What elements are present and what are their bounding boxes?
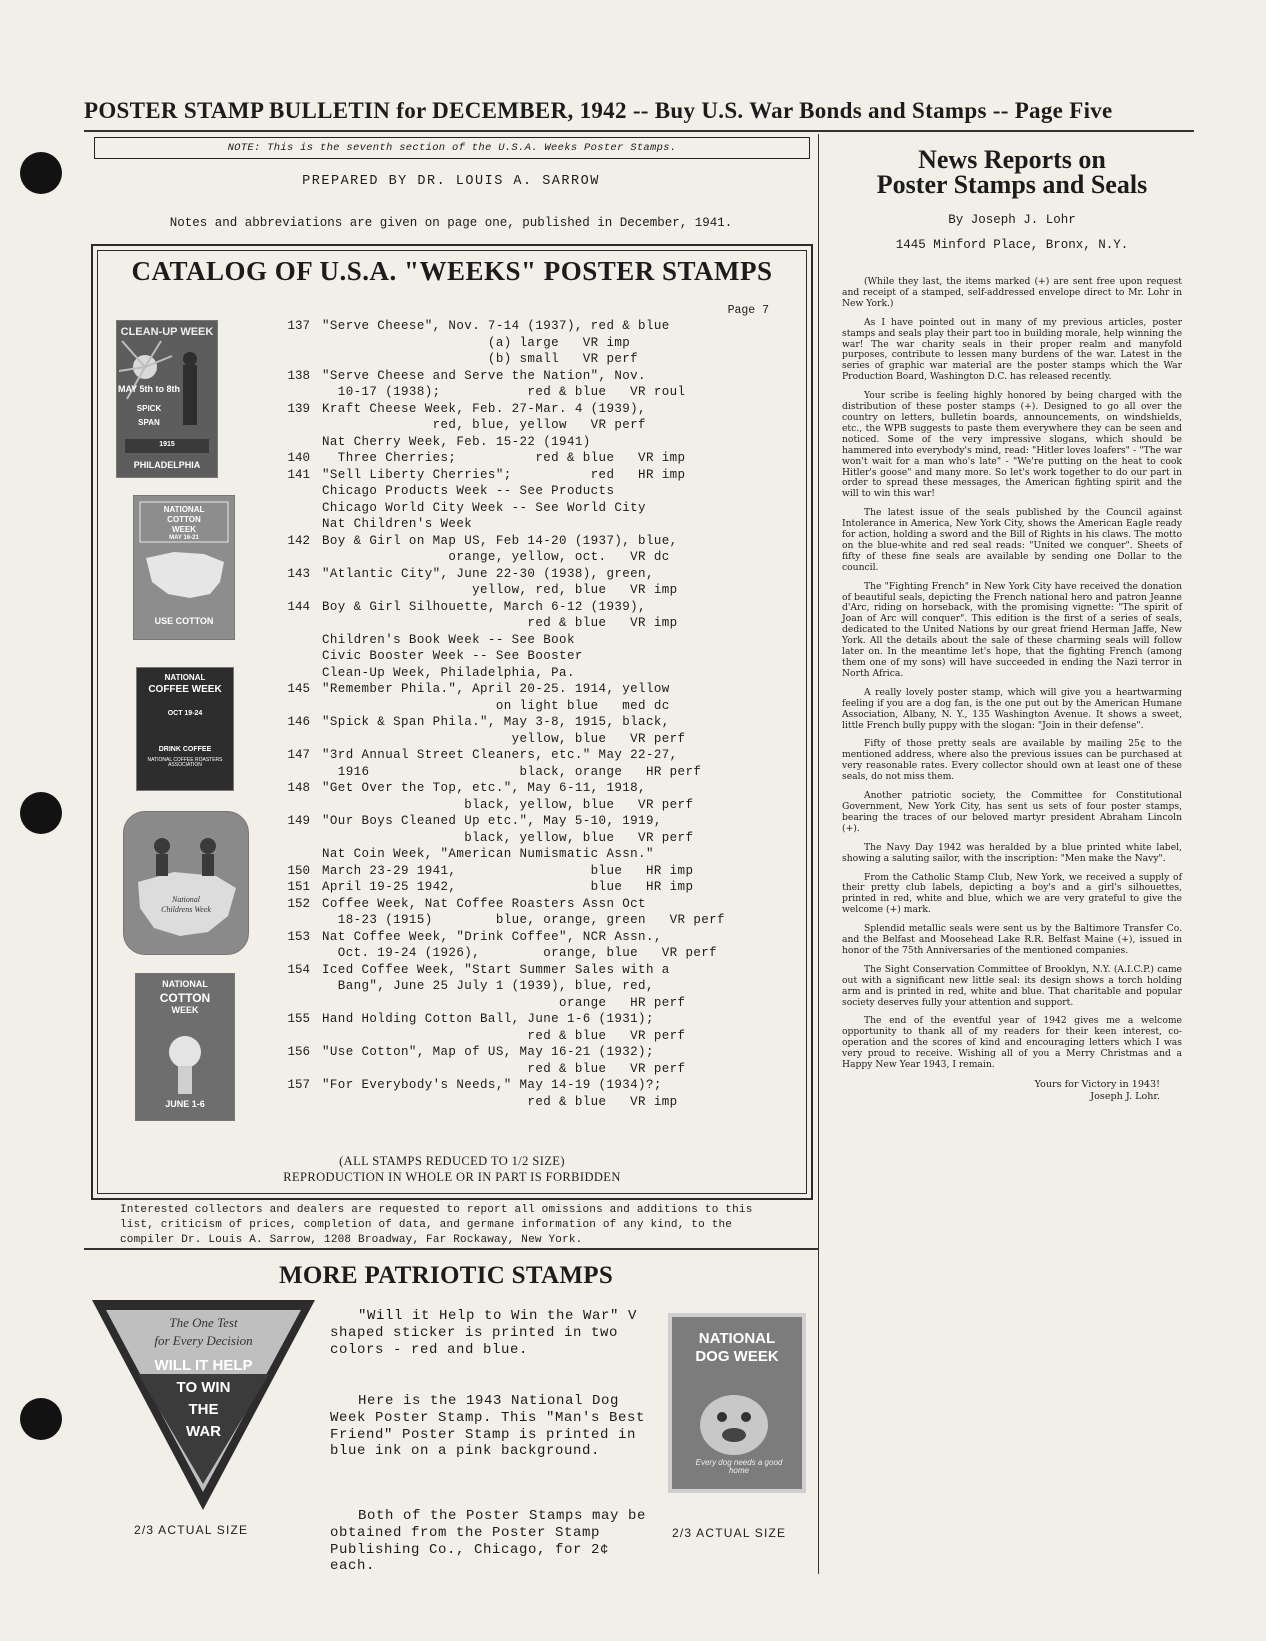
catalog-number: 154 (287, 962, 310, 977)
news-signoff-1: Yours for Victory in 1943! (1034, 1079, 1160, 1090)
catalog-number: 142 (287, 533, 310, 548)
stamp-cotton1-use-cotton: USE COTTON (154, 616, 214, 626)
catalog-number: 141 (287, 467, 310, 482)
header-rule (84, 130, 1194, 132)
stamp-cotton1-dates: MAY 16-21 (169, 535, 199, 541)
catalog-number: 150 (287, 863, 310, 878)
catalog-line: Chicago World City Week -- See World City (322, 500, 646, 515)
dog-week-description: Here is the 1943 National Dog Week Poster Stamp. This "Man's Best Friend" Poster Stamp is printed in blue ink on a pink background. (330, 1393, 646, 1460)
catalog-line: Kraft Cheese Week, Feb. 27-Mar. 4 (1939), (322, 401, 646, 416)
caption-right: 2/3 ACTUAL SIZE (672, 1526, 787, 1540)
v-stamp-one-test: The One Test (169, 1315, 238, 1330)
catalog-page-label: Page 7 (727, 304, 769, 317)
catalog-number: 148 (287, 781, 310, 795)
v-shaped-sticker (92, 1300, 315, 1510)
reduced-size-note: (ALL STAMPS REDUCED TO 1/2 SIZE) (339, 1154, 565, 1168)
catalog-line: Nat Cherry Week, Feb. 15-22 (1941) (322, 434, 591, 449)
catalog-number: 137 (287, 319, 310, 333)
catalog-line: April 19-25 1942, blue HR imp (322, 880, 694, 894)
stamp-clean-up-week (116, 320, 218, 478)
stamp-clean-up-span: SPAN (138, 418, 160, 427)
catalog-number: 139 (287, 401, 310, 416)
news-paragraph: From the Catholic Stamp Club, New York, we received a supply of their pretty club labels, depicting a boy's and a girl's silhouettes, printed in red, white and blue, which we are very grateful to give the welcome (+) mark. (842, 871, 1182, 916)
catalog-line: Bang", June 25 July 1 (1939), blue, red, (322, 979, 654, 993)
news-paragraph: A really lovely poster stamp, which will give you a heartwarming feeling if you are a dog fan, is the one put out by the American Humane Association, Albany, N. Y., 135 Washington Avenue. It shows a sweet, little French bully puppy with the slogan: "Join in their defense". (842, 686, 1182, 731)
dog-week-stamp (668, 1313, 806, 1493)
stamp-cotton2-dates: JUNE 1-6 (165, 1099, 205, 1109)
stamp-clean-up-spick: SPICK (136, 404, 162, 413)
stamp-clean-up-dates: MAY 5th to 8th (117, 384, 180, 394)
v-stamp-will-it-help: WILL IT HELP (154, 1357, 253, 1374)
catalog-line: 1916 black, orange HR perf (322, 764, 702, 779)
news-paragraph: Another patriotic society, the Committee for Constitutional Government, New York City, has sent us sets of four poster stamps, bearing the traces of our beloved martyr president Abraham Lincoln (+). (842, 790, 1182, 834)
news-paragraph: The Sight Conservation Committee of Brooklyn, N.Y. (A.I.C.P.) came out with a significant new little seal: its design shows a torch holding arm and is printed in red, white and blue. That charitable and popular society deserves fully your attention and support. (842, 963, 1182, 1008)
catalog-line: "Atlantic City", June 22-30 (1938), green, (322, 566, 654, 581)
stamp-cotton2-week: WEEK (171, 1005, 199, 1015)
catalog-line: "Serve Cheese", Nov. 7-14 (1937), red & blue (322, 319, 670, 333)
catalog-line: (a) large VR imp (322, 335, 631, 350)
news-column (842, 147, 1182, 1103)
news-paragraph: As I have pointed out in many of my previous articles, poster stamps and seals play their part too in building morale, help winning the war! The war charity seals in their proper realm and manyfold purposes, contribute to lessen many burdens of the war. Latest in the series of graphic war material are the poster stamps which the War Production Board, Washington D.C. has released recently. (842, 316, 1183, 383)
catalog-line: Chicago Products Week -- See Products (322, 484, 615, 498)
stamp-national-childrens-week (123, 811, 249, 955)
dog-stamp-slogan: Every dog needs a good home (695, 1458, 783, 1476)
catalog-line: Boy & Girl on Map US, Feb 14-20 (1937), blue, (322, 533, 678, 548)
catalog-line: "Spick & Span Phila.", May 3-8, 1915, black, (322, 715, 670, 729)
news-paragraph: (While they last, the items marked (+) are sent free upon request and receipt of a stamped, self-addressed envelope direct to Mr. Lohr in New York.) (842, 276, 1182, 309)
punch-hole-bottom (20, 1398, 62, 1440)
catalog-line: March 23-29 1941, blue HR imp (322, 863, 694, 878)
v-stamp-every-decision: for Every Decision (154, 1333, 253, 1348)
news-body (842, 277, 1182, 1071)
catalog-line: 10-17 (1938); red & blue VR roul (322, 385, 686, 399)
section-note: NOTE: This is the seventh section of the U.S.A. Weeks Poster Stamps. (94, 137, 810, 159)
stamp-national-coffee-week (136, 667, 234, 791)
prepared-by: PREPARED BY DR. LOUIS A. SARROW (302, 174, 600, 189)
news-paragraph: The end of the eventful year of 1942 gives me a welcome opportunity to thank all of my readers for their keen interest, co-operation and the scores of kind and encouraging letters which I was very proud to receive. Wishing all of you a Merry Christmas and a Happy New Year 1943, I remain. (842, 1015, 1182, 1071)
news-paragraph: Your scribe is feeling highly honored by being charged with the distribution of these poster stamps (+). Designed to go all over the country on letters, bulletin boards, announcements, on windshields, etc., the WPB suggests to paste them everywhere they can be seen and noticed. Some of the very impressive slogans, which should be hammered into everybody's mind, read: "Hitler loves loafers" - "The war won't wait for a man who's late" - "We're putting on the heat to cook Hitler's goose" and many more. So let's work together to do our part in order to spread these messages, the American fighting spirit and the will to win this war! (842, 390, 1182, 500)
catalog-number: 155 (287, 1012, 310, 1026)
catalog-number: 152 (287, 896, 310, 911)
stamp-children-title: Childrens Week (161, 905, 211, 914)
children-map-icon (124, 812, 248, 954)
catalog-number: 153 (287, 929, 310, 944)
notes-reference: Notes and abbreviations are given on page one, published in December, 1941. (169, 216, 733, 230)
stamp-clean-up-title: CLEAN-UP WEEK (120, 326, 214, 338)
stamp-children-national: National (171, 895, 200, 904)
catalog-line: orange HR perf (322, 995, 686, 1010)
stamp-clean-up-year: 1915 (159, 441, 175, 448)
availability-description: Both of the Poster Stamps may be obtained from the Poster Stamp Publishing Co., Chicago, for 2¢ each. (330, 1508, 647, 1575)
catalog-number: 149 (287, 814, 310, 828)
punch-hole-top (20, 152, 62, 194)
news-address: 1445 Minford Place, Bronx, N.Y. (895, 238, 1129, 252)
catalog-line: Three Cherries; red & blue VR imp (322, 451, 686, 465)
stamp-coffee-title: COFFEE WEEK (148, 684, 222, 695)
catalog-number: 145 (287, 682, 310, 696)
caption-left: 2/3 ACTUAL SIZE (134, 1523, 249, 1537)
news-author: By Joseph J. Lohr (948, 213, 1076, 227)
catalog-line: "3rd Annual Street Cleaners, etc." May 22-27, (322, 748, 678, 762)
catalog-line: 18-23 (1915) blue, orange, green VR perf (322, 913, 725, 927)
stamp-coffee-dates: OCT 19-24 (167, 710, 203, 717)
stamp-cotton1-national: NATIONAL (163, 505, 205, 514)
catalog-line: Boy & Girl Silhouette, March 6-12 (1939), (322, 599, 646, 614)
news-paragraph: The Navy Day 1942 was heralded by a blue printed white label, showing a saluting sailor, with the inscription: "Men make the Navy". (842, 841, 1182, 864)
catalog-line: "Serve Cheese and Serve the Nation", Nov. (322, 368, 646, 383)
catalog-line: "Remember Phila.", April 20-25. 1914, yellow (322, 682, 670, 696)
news-paragraph: Splendid metallic seals were sent us by the Baltimore Transfer Co. and the Belfast and Moosehead Lake R.R. Belfast Maine (+), issued in honor of the 75th Anniversaries of the mentioned companies. (842, 923, 1182, 956)
column-divider (818, 134, 819, 1574)
dog-stamp-dog-week: DOG WEEK (695, 1348, 779, 1365)
more-patriotic-title: MORE PATRIOTIC STAMPS (278, 1262, 614, 1289)
news-paragraph: The latest issue of the seals published by the Council against Intolerance in America, New York City, shows the American Eagle ready for action, holding a sword and the Bill of Rights in his claws. The motto on the blue-white and red seal reads: "United we conquer". Sheets of fifty of these fine seals are available by sending one Dollar to the council. (842, 507, 1182, 573)
dog-stamp-national: NATIONAL (698, 1330, 776, 1347)
news-paragraph: Fifty of those pretty seals are available by mailing 25¢ to the mentioned address, where also the previous issues can be purchased at very reasonable rates. Every collector should own at least one of these seals, do not miss them. (842, 738, 1182, 783)
news-paragraph: The "Fighting French" in New York City have received the donation of beautiful seals, depicting the French national hero and patron Jeanne d'Arc, riding on horseback, with the promising vignette: "The spirit of Joan of Arc will conquer". This edition is the first of a series of seals, dedicated to the United Nations by our great friend Herman Jaffe, New York. All the details about the sale of these charming seals will follow later on. In the meantime let's hope, that the fighting French (among them one of my sons) will have succeeded in ending the Nazi terror in North Africa. (842, 580, 1182, 679)
catalog-line: Nat Coin Week, "American Numismatic Assn." (322, 847, 654, 861)
catalog-number: 143 (287, 566, 310, 581)
catalog-line: on light blue med dc (322, 698, 670, 713)
catalog-line: black, yellow, blue VR perf (322, 797, 694, 812)
stamp-national-cotton-week (133, 495, 235, 640)
catalog-number: 144 (287, 599, 310, 614)
catalog-line: red, blue, yellow VR perf (322, 418, 646, 432)
catalog-title: CATALOG OF U.S.A. "WEEKS" POSTER STAMPS (131, 256, 773, 286)
catalog-line: red & blue VR imp (322, 616, 678, 630)
catalog-number: 146 (287, 715, 310, 729)
catalog-number: 147 (287, 748, 310, 762)
news-title-line1: News Reports on (918, 145, 1106, 174)
catalog-line: "Get Over the Top, etc.", May 6-11, 1918, (322, 781, 646, 795)
stamp-cotton1-cotton: COTTON (167, 515, 201, 524)
v-stamp-to-win: TO WIN (176, 1379, 231, 1396)
news-title-line2: Poster Stamps and Seals (876, 170, 1148, 199)
catalog-line: red & blue VR perf (322, 1028, 686, 1043)
stamp-coffee-assn: NATIONAL COFFEE ROASTERS ASSOCIATION (147, 757, 223, 769)
catalog-line: Civic Booster Week -- See Booster (322, 649, 583, 663)
stamp-clean-up-city: PHILADELPHIA (133, 460, 201, 470)
catalog-line: Iced Coffee Week, "Start Summer Sales with a (322, 962, 670, 977)
reproduction-notice: REPRODUCTION IN WHOLE OR IN PART IS FORBIDDEN (283, 1170, 621, 1184)
catalog-number: 140 (287, 451, 310, 465)
catalog-line: red & blue VR perf (322, 1061, 686, 1076)
catalog-line: red & blue VR imp (322, 1094, 678, 1109)
catalog-line: (b) small VR perf (322, 352, 639, 366)
catalog-line: Nat Children's Week (322, 517, 473, 531)
stamp-cotton1-week: WEEK (172, 525, 196, 534)
section-rule (84, 1248, 818, 1250)
catalog-number: 151 (287, 880, 310, 894)
punch-hole-middle (20, 792, 62, 834)
catalog-line: yellow, red, blue VR imp (322, 583, 678, 597)
catalog-line: Nat Coffee Week, "Drink Coffee", NCR Assn., (322, 929, 662, 944)
stamp-cotton2-cotton: COTTON (159, 991, 211, 1005)
stamp-national-cotton-week-june (135, 973, 235, 1121)
catalog-number: 157 (287, 1078, 310, 1092)
v-stamp-war: WAR (186, 1423, 221, 1440)
v-stamp-the: THE (188, 1401, 219, 1418)
catalog-line: "For Everybody's Needs," May 14-19 (1934)?; (322, 1078, 662, 1092)
stamp-cotton2-national: NATIONAL (162, 979, 208, 989)
catalog-line: "Our Boys Cleaned Up etc.", May 5-10, 1919, (322, 814, 662, 828)
catalog-line: Clean-Up Week, Philadelphia, Pa. (322, 665, 575, 680)
catalog-number: 138 (287, 368, 310, 383)
stamp-coffee-drink: DRINK COFFEE (158, 746, 212, 753)
catalog-line: orange, yellow, oct. VR dc (322, 550, 670, 564)
catalog-line: Children's Book Week -- See Book (322, 632, 575, 647)
v-sticker-description: "Will it Help to Win the War" V shaped sticker is printed in two colors - red and blue. (330, 1308, 638, 1358)
catalog-line: Coffee Week, Nat Coffee Roasters Assn Oct (322, 896, 646, 911)
catalog-box (91, 244, 813, 1200)
page-headline: POSTER STAMP BULLETIN for DECEMBER, 1942 -- Buy U.S. War Bonds and Stamps -- Page Five (84, 98, 1113, 123)
catalog-line: Hand Holding Cotton Ball, June 1-6 (1931); (322, 1012, 654, 1026)
stamp-coffee-national: NATIONAL (164, 673, 206, 682)
sun-rays-icon (117, 321, 217, 477)
catalog-line: "Sell Liberty Cherries"; red HR imp (322, 467, 686, 482)
catalog-line: black, yellow, blue VR perf (322, 830, 694, 845)
catalog-line: yellow, blue VR perf (322, 731, 686, 746)
catalog-line: "Use Cotton", Map of US, May 16-21 (1932); (322, 1045, 654, 1059)
catalog-number: 156 (287, 1045, 310, 1059)
news-signoff-2: Joseph J. Lohr. (1090, 1091, 1160, 1102)
interested-collectors-note: Interested collectors and dealers are requested to report all omissions and additions to this list, criticism of prices, completion of data, and germane information of any kind, to the compiler Dr. Louis A. Sarrow, 1208 Broadway, Far Rockaway, New York. (120, 1204, 753, 1246)
catalog-line: Oct. 19-24 (1926), orange, blue VR perf (322, 946, 718, 960)
